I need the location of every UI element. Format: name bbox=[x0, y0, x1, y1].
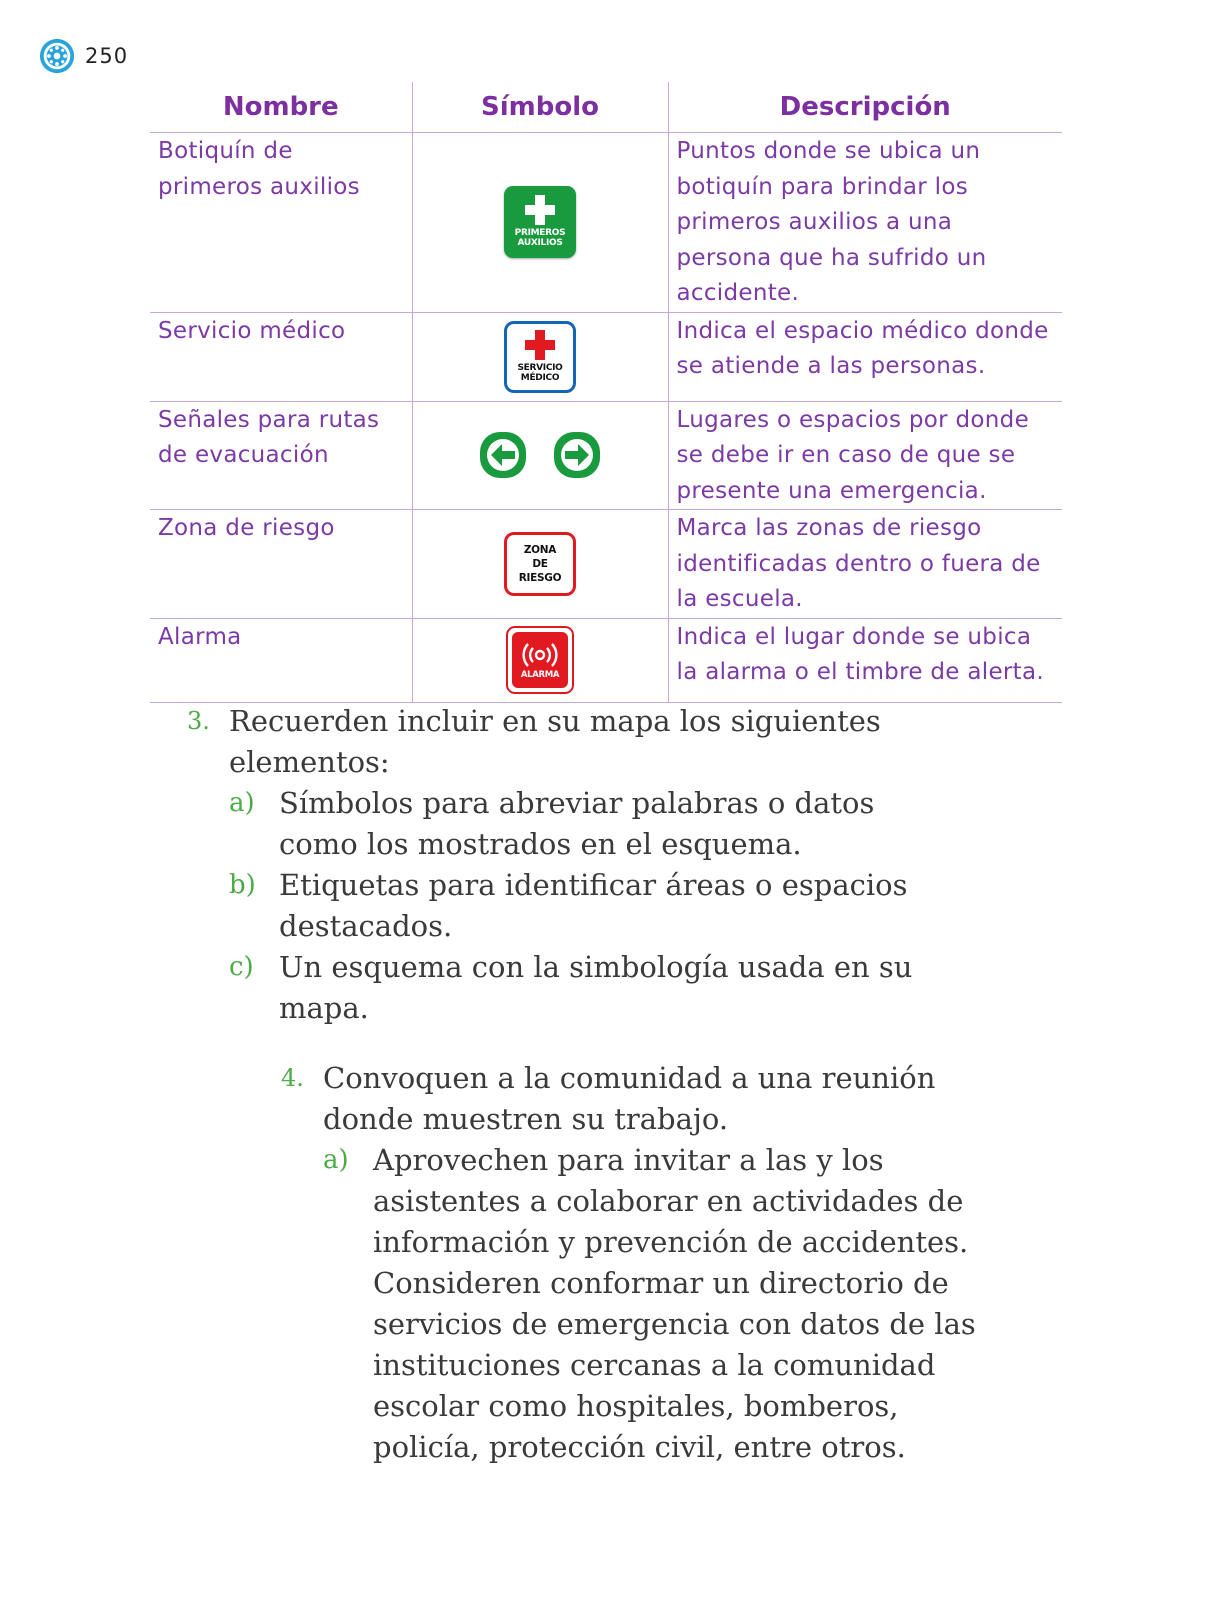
row-name: Zona de riesgo bbox=[150, 510, 412, 619]
row-symbol bbox=[412, 133, 668, 313]
item-text: Aprovechen para invitar a las y los asistentes a colaborar en actividades de información y prevención de accidentes. Consideren conformar un directorio de servicios de emergencia con datos de las instituciones cercanas a la comunidad escolar como hospitales, bomberos, policía, protección civil, entre otros. bbox=[373, 1143, 976, 1464]
first-aid-kit-icon bbox=[504, 186, 576, 258]
page-header bbox=[38, 36, 128, 76]
book-logo-icon bbox=[38, 37, 76, 75]
instruction-3 bbox=[187, 701, 949, 1029]
medical-sign-label: SERVICIO MÉDICO bbox=[517, 363, 563, 383]
table-row bbox=[150, 312, 1062, 401]
row-symbol bbox=[412, 312, 668, 401]
alarm-icon bbox=[520, 641, 560, 669]
row-description: Lugares o espacios por donde se debe ir en caso de que se presente una emergencia. bbox=[668, 401, 1062, 510]
item-number: 3. bbox=[187, 707, 210, 735]
item-text: Símbolos para abreviar palabras o datos como los mostrados en el esquema. bbox=[279, 786, 875, 861]
first-aid-sign-label: PRIMEROS AUXILIOS bbox=[514, 227, 566, 248]
list-item bbox=[323, 1140, 1013, 1468]
alarm-sign-label: ALARMA bbox=[520, 669, 560, 680]
row-description: Marca las zonas de riesgo identificadas dentro o fuera de la escuela. bbox=[668, 510, 1062, 619]
table-header-row bbox=[150, 82, 1062, 133]
risk-zone-icon bbox=[504, 532, 576, 596]
table-row bbox=[150, 133, 1062, 313]
instruction-text: Recuerden incluir en su mapa los siguientes elementos: bbox=[229, 704, 881, 779]
item-text: Etiquetas para identificar áreas o espacios destacados. bbox=[279, 868, 908, 943]
instruction-4 bbox=[281, 1058, 1013, 1468]
row-name: Señales para rutas de evacuación bbox=[150, 401, 412, 510]
item-letter: a) bbox=[229, 788, 255, 818]
instruction-text: Convoquen a la comunidad a una reunión donde muestren su trabajo. bbox=[323, 1061, 936, 1136]
list-item bbox=[229, 865, 949, 947]
evacuation-arrows bbox=[479, 431, 601, 479]
row-description: Indica el espacio médico donde se atiende a las personas. bbox=[668, 312, 1062, 401]
row-symbol bbox=[412, 401, 668, 510]
item-text: Un esquema con la simbología usada en su mapa. bbox=[279, 950, 913, 1025]
item-letter: c) bbox=[229, 952, 254, 982]
row-description: Indica el lugar donde se ubica la alarma o el timbre de alerta. bbox=[668, 618, 1062, 702]
arrow-left-icon bbox=[479, 431, 527, 479]
item-letter: b) bbox=[229, 870, 256, 900]
instruction-4-subitems bbox=[323, 1140, 1013, 1468]
row-symbol bbox=[412, 618, 668, 702]
risk-zone-sign-label: ZONA DE RIESGO bbox=[518, 543, 562, 584]
table-row bbox=[150, 618, 1062, 702]
list-item bbox=[229, 783, 949, 865]
row-description: Puntos donde se ubica un botiquín para brindar los primeros auxilios a una persona que ha sufrido un accidente. bbox=[668, 133, 1062, 313]
row-name: Servicio médico bbox=[150, 312, 412, 401]
row-name: Botiquín de primeros auxilios bbox=[150, 133, 412, 313]
table-row bbox=[150, 510, 1062, 619]
medical-service-icon bbox=[504, 321, 576, 393]
table-row bbox=[150, 401, 1062, 510]
row-name: Alarma bbox=[150, 618, 412, 702]
instruction-3-subitems bbox=[229, 783, 949, 1029]
page-number: 250 bbox=[85, 44, 129, 68]
item-number: 4. bbox=[281, 1064, 304, 1092]
column-header-simbolo: Símbolo bbox=[412, 82, 668, 133]
arrow-right-icon bbox=[553, 431, 601, 479]
row-symbol bbox=[412, 510, 668, 619]
list-item bbox=[229, 947, 949, 1029]
item-letter: a) bbox=[323, 1145, 349, 1175]
column-header-nombre: Nombre bbox=[150, 82, 412, 133]
symbols-table bbox=[150, 82, 1062, 703]
alarm-sign bbox=[506, 626, 574, 694]
column-header-descripcion: Descripción bbox=[668, 82, 1062, 133]
